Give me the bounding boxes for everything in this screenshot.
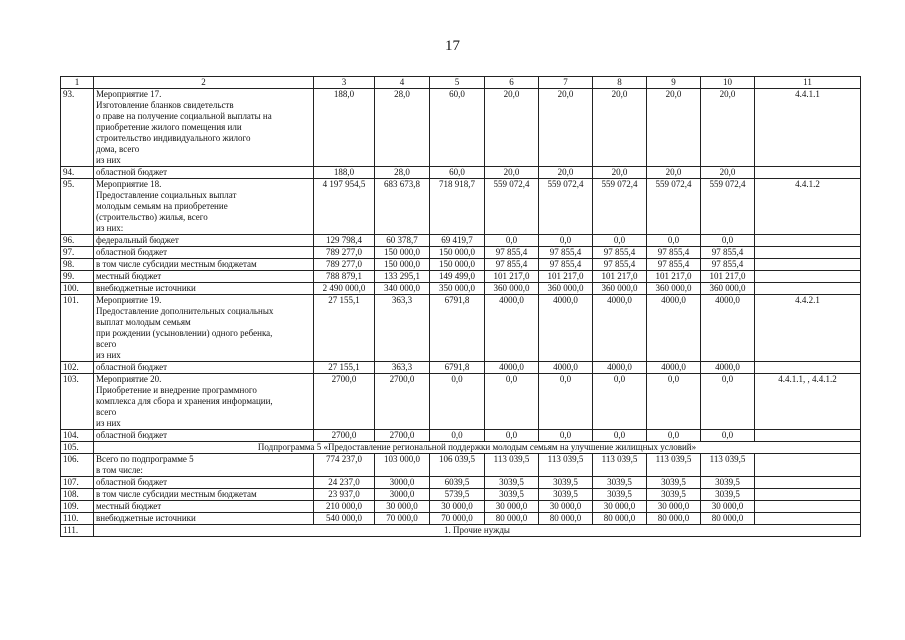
- value-cell: 133 295,1: [375, 271, 430, 283]
- value-cell: 80 000,0: [701, 513, 755, 525]
- header-cell: 7: [539, 77, 593, 89]
- description-line: из них:: [96, 223, 124, 233]
- value-cell: 4000,0: [647, 295, 701, 362]
- table-row: [61, 513, 861, 525]
- value-cell: 4000,0: [647, 362, 701, 374]
- indicator-code: [755, 235, 861, 247]
- row-number: 104.: [61, 430, 94, 442]
- row-number: 98.: [61, 259, 94, 271]
- row-description: [94, 454, 314, 477]
- value-cell: 0,0: [430, 430, 485, 442]
- description-line: выплат молодым семьям: [96, 317, 191, 327]
- value-cell: 103 000,0: [375, 454, 430, 477]
- value-cell: 150 000,0: [430, 259, 485, 271]
- value-cell: 683 673,8: [375, 179, 430, 235]
- value-cell: 30 000,0: [539, 501, 593, 513]
- value-cell: 113 039,5: [593, 454, 647, 477]
- description-line: из них: [96, 418, 121, 428]
- description-line: областной бюджет: [96, 362, 168, 372]
- header-cell: 6: [485, 77, 539, 89]
- description-line: приобретение жилого помещения или: [96, 122, 242, 132]
- table-row: [61, 442, 861, 454]
- value-cell: 2700,0: [314, 374, 375, 430]
- indicator-code: [755, 247, 861, 259]
- description-line: из них: [96, 350, 121, 360]
- value-cell: 559 072,4: [701, 179, 755, 235]
- row-description: [94, 430, 314, 442]
- value-cell: 789 277,0: [314, 259, 375, 271]
- value-cell: 6791,8: [430, 362, 485, 374]
- value-cell: 27 155,1: [314, 362, 375, 374]
- row-description: [94, 235, 314, 247]
- header-cell: 11: [755, 77, 861, 89]
- value-cell: 2 490 000,0: [314, 283, 375, 295]
- table-row: [61, 179, 861, 235]
- value-cell: 774 237,0: [314, 454, 375, 477]
- value-cell: 3039,5: [485, 489, 539, 501]
- value-cell: 0,0: [593, 430, 647, 442]
- value-cell: 4000,0: [539, 362, 593, 374]
- value-cell: 559 072,4: [539, 179, 593, 235]
- value-cell: 113 039,5: [647, 454, 701, 477]
- value-cell: 30 000,0: [485, 501, 539, 513]
- value-cell: 0,0: [593, 235, 647, 247]
- indicator-code: [755, 430, 861, 442]
- value-cell: 2700,0: [375, 374, 430, 430]
- value-cell: 3000,0: [375, 489, 430, 501]
- row-description: [94, 283, 314, 295]
- value-cell: 60 378,7: [375, 235, 430, 247]
- value-cell: 30 000,0: [647, 501, 701, 513]
- value-cell: 0,0: [701, 235, 755, 247]
- value-cell: 129 798,4: [314, 235, 375, 247]
- description-line: Мероприятие 20.: [96, 374, 162, 384]
- value-cell: 60,0: [430, 167, 485, 179]
- value-cell: 210 000,0: [314, 501, 375, 513]
- value-cell: 4000,0: [485, 362, 539, 374]
- value-cell: 4 197 954,5: [314, 179, 375, 235]
- value-cell: 20,0: [701, 89, 755, 167]
- description-line: местный бюджет: [96, 501, 162, 511]
- value-cell: 3039,5: [539, 489, 593, 501]
- value-cell: 80 000,0: [593, 513, 647, 525]
- value-cell: 101 217,0: [539, 271, 593, 283]
- value-cell: 360 000,0: [701, 283, 755, 295]
- value-cell: 350 000,0: [430, 283, 485, 295]
- header-cell: 8: [593, 77, 647, 89]
- value-cell: 20,0: [539, 89, 593, 167]
- description-line: областной бюджет: [96, 247, 168, 257]
- description-line: областной бюджет: [96, 430, 168, 440]
- description-line: местный бюджет: [96, 271, 162, 281]
- description-line: областной бюджет: [96, 167, 168, 177]
- header-cell: 3: [314, 77, 375, 89]
- description-line: в том числе субсидии местным бюджетам: [96, 489, 257, 499]
- value-cell: 97 855,4: [593, 259, 647, 271]
- table-row: [61, 362, 861, 374]
- value-cell: 149 499,0: [430, 271, 485, 283]
- value-cell: 718 918,7: [430, 179, 485, 235]
- description-line: (строительство) жилья, всего: [96, 212, 208, 222]
- indicator-code: [755, 259, 861, 271]
- value-cell: 6791,8: [430, 295, 485, 362]
- value-cell: 101 217,0: [701, 271, 755, 283]
- table-row: [61, 89, 861, 167]
- row-number: 95.: [61, 179, 94, 235]
- value-cell: 69 419,7: [430, 235, 485, 247]
- description-line: федеральный бюджет: [96, 235, 179, 245]
- value-cell: 20,0: [593, 167, 647, 179]
- table-row: [61, 247, 861, 259]
- row-number: 109.: [61, 501, 94, 513]
- row-number: 97.: [61, 247, 94, 259]
- description-line: внебюджетные источники: [96, 283, 196, 293]
- page-number: 17: [445, 38, 460, 54]
- value-cell: 2700,0: [314, 430, 375, 442]
- indicator-code: 4.4.1.1: [755, 89, 861, 167]
- indicator-code: [755, 167, 861, 179]
- row-number: 93.: [61, 89, 94, 167]
- description-line: всего: [96, 407, 117, 417]
- indicator-code: [755, 477, 861, 489]
- value-cell: 188,0: [314, 89, 375, 167]
- indicator-code: [755, 283, 861, 295]
- value-cell: 113 039,5: [539, 454, 593, 477]
- value-cell: 97 855,4: [485, 259, 539, 271]
- value-cell: 70 000,0: [375, 513, 430, 525]
- header-cell: 1: [61, 77, 94, 89]
- row-description: [94, 295, 314, 362]
- value-cell: 97 855,4: [647, 247, 701, 259]
- indicator-code: [755, 501, 861, 513]
- value-cell: 20,0: [593, 89, 647, 167]
- table-row: [61, 283, 861, 295]
- table-row: [61, 271, 861, 283]
- value-cell: 0,0: [485, 235, 539, 247]
- value-cell: 3039,5: [593, 477, 647, 489]
- value-cell: 101 217,0: [593, 271, 647, 283]
- value-cell: 80 000,0: [539, 513, 593, 525]
- value-cell: 360 000,0: [539, 283, 593, 295]
- value-cell: 0,0: [485, 374, 539, 430]
- header-cell: 2: [94, 77, 314, 89]
- value-cell: 3039,5: [593, 489, 647, 501]
- row-description: [94, 179, 314, 235]
- value-cell: 788 879,1: [314, 271, 375, 283]
- value-cell: 0,0: [485, 430, 539, 442]
- table-row: [61, 374, 861, 430]
- value-cell: 97 855,4: [485, 247, 539, 259]
- row-description: [94, 89, 314, 167]
- value-cell: 97 855,4: [593, 247, 647, 259]
- description-line: Мероприятие 18.: [96, 179, 162, 189]
- value-cell: 3039,5: [647, 477, 701, 489]
- description-line: из них: [96, 155, 121, 165]
- indicator-code: 4.4.2.1: [755, 295, 861, 362]
- row-number: 94.: [61, 167, 94, 179]
- value-cell: 3039,5: [647, 489, 701, 501]
- row-number: 105.: [61, 442, 94, 454]
- row-description: [94, 362, 314, 374]
- value-cell: 0,0: [701, 374, 755, 430]
- header-cell: 4: [375, 77, 430, 89]
- table-row: [61, 235, 861, 247]
- indicator-code: [755, 513, 861, 525]
- value-cell: 0,0: [430, 374, 485, 430]
- value-cell: 113 039,5: [701, 454, 755, 477]
- row-number: 110.: [61, 513, 94, 525]
- value-cell: 101 217,0: [647, 271, 701, 283]
- row-number: 108.: [61, 489, 94, 501]
- row-description: [94, 374, 314, 430]
- value-cell: 97 855,4: [647, 259, 701, 271]
- value-cell: 0,0: [539, 430, 593, 442]
- value-cell: 97 855,4: [701, 247, 755, 259]
- value-cell: 789 277,0: [314, 247, 375, 259]
- table-row: [61, 489, 861, 501]
- section-heading: 1. Прочие нужды: [94, 525, 861, 537]
- table-row: [61, 454, 861, 477]
- value-cell: 30 000,0: [593, 501, 647, 513]
- value-cell: 20,0: [539, 167, 593, 179]
- value-cell: 5739,5: [430, 489, 485, 501]
- value-cell: 0,0: [647, 374, 701, 430]
- row-number: 100.: [61, 283, 94, 295]
- table-row: [61, 525, 861, 537]
- row-description: [94, 271, 314, 283]
- value-cell: 0,0: [647, 430, 701, 442]
- row-description: [94, 167, 314, 179]
- value-cell: 20,0: [647, 167, 701, 179]
- description-line: областной бюджет: [96, 477, 168, 487]
- value-cell: 4000,0: [701, 362, 755, 374]
- value-cell: 340 000,0: [375, 283, 430, 295]
- indicator-code: [755, 362, 861, 374]
- table-row: [61, 430, 861, 442]
- indicator-code: 4.4.1.1, , 4.4.1.2: [755, 374, 861, 430]
- value-cell: 80 000,0: [485, 513, 539, 525]
- description-line: при рождении (усыновлении) одного ребенка,: [96, 328, 273, 338]
- value-cell: 30 000,0: [375, 501, 430, 513]
- value-cell: 150 000,0: [375, 247, 430, 259]
- description-line: Мероприятие 17.: [96, 89, 162, 99]
- value-cell: 188,0: [314, 167, 375, 179]
- value-cell: 97 855,4: [539, 247, 593, 259]
- description-line: в том числе субсидии местным бюджетам: [96, 259, 257, 269]
- value-cell: 363,3: [375, 362, 430, 374]
- value-cell: 0,0: [539, 374, 593, 430]
- description-line: молодым семьям на приобретение: [96, 201, 228, 211]
- value-cell: 106 039,5: [430, 454, 485, 477]
- description-line: Приобретение и внедрение программного: [96, 385, 257, 395]
- value-cell: 3000,0: [375, 477, 430, 489]
- budget-table: [60, 76, 861, 537]
- row-number: 111.: [61, 525, 94, 537]
- description-line: Изготовление бланков свидетельств: [96, 100, 234, 110]
- description-line: строительство индивидуального жилого: [96, 133, 251, 143]
- row-description: [94, 489, 314, 501]
- value-cell: 113 039,5: [485, 454, 539, 477]
- value-cell: 559 072,4: [593, 179, 647, 235]
- value-cell: 4000,0: [593, 362, 647, 374]
- row-number: 103.: [61, 374, 94, 430]
- value-cell: 23 937,0: [314, 489, 375, 501]
- value-cell: 20,0: [647, 89, 701, 167]
- value-cell: 30 000,0: [430, 501, 485, 513]
- value-cell: 20,0: [701, 167, 755, 179]
- value-cell: 3039,5: [539, 477, 593, 489]
- value-cell: 559 072,4: [485, 179, 539, 235]
- description-line: внебюджетные источники: [96, 513, 196, 523]
- row-number: 102.: [61, 362, 94, 374]
- value-cell: 24 237,0: [314, 477, 375, 489]
- value-cell: 3039,5: [701, 477, 755, 489]
- value-cell: 27 155,1: [314, 295, 375, 362]
- value-cell: 97 855,4: [701, 259, 755, 271]
- value-cell: 4000,0: [539, 295, 593, 362]
- value-cell: 30 000,0: [701, 501, 755, 513]
- row-number: 101.: [61, 295, 94, 362]
- indicator-code: 4.4.1.2: [755, 179, 861, 235]
- value-cell: 28,0: [375, 167, 430, 179]
- description-line: Всего по подпрограмме 5: [96, 454, 194, 464]
- header-row: [61, 77, 861, 89]
- value-cell: 540 000,0: [314, 513, 375, 525]
- value-cell: 97 855,4: [539, 259, 593, 271]
- value-cell: 363,3: [375, 295, 430, 362]
- row-description: [94, 247, 314, 259]
- value-cell: 60,0: [430, 89, 485, 167]
- value-cell: 150 000,0: [430, 247, 485, 259]
- table-row: [61, 259, 861, 271]
- value-cell: 150 000,0: [375, 259, 430, 271]
- value-cell: 70 000,0: [430, 513, 485, 525]
- value-cell: 3039,5: [701, 489, 755, 501]
- value-cell: 6039,5: [430, 477, 485, 489]
- table-row: [61, 477, 861, 489]
- row-number: 99.: [61, 271, 94, 283]
- value-cell: 360 000,0: [593, 283, 647, 295]
- value-cell: 4000,0: [593, 295, 647, 362]
- value-cell: 4000,0: [701, 295, 755, 362]
- description-line: комплекса для сбора и хранения информации,: [96, 396, 273, 406]
- value-cell: 0,0: [593, 374, 647, 430]
- description-line: Предоставление социальных выплат: [96, 190, 237, 200]
- indicator-code: [755, 454, 861, 477]
- table-row: [61, 295, 861, 362]
- table-row: [61, 167, 861, 179]
- table-body: [61, 89, 861, 537]
- table-row: [61, 501, 861, 513]
- indicator-code: [755, 271, 861, 283]
- row-description: [94, 259, 314, 271]
- value-cell: 0,0: [701, 430, 755, 442]
- row-description: [94, 501, 314, 513]
- description-line: в том числе:: [96, 465, 143, 475]
- description-line: всего: [96, 339, 117, 349]
- value-cell: 28,0: [375, 89, 430, 167]
- section-heading: Подпрограмма 5 «Предоставление региональной поддержки молодым семьям на улучшение жилищных условий»: [94, 442, 861, 454]
- header-cell: 5: [430, 77, 485, 89]
- value-cell: 360 000,0: [647, 283, 701, 295]
- row-number: 96.: [61, 235, 94, 247]
- indicator-code: [755, 489, 861, 501]
- value-cell: 101 217,0: [485, 271, 539, 283]
- row-description: [94, 513, 314, 525]
- description-line: дома, всего: [96, 144, 140, 154]
- value-cell: 80 000,0: [647, 513, 701, 525]
- value-cell: 360 000,0: [485, 283, 539, 295]
- header-cell: 10: [701, 77, 755, 89]
- description-line: Мероприятие 19.: [96, 295, 162, 305]
- row-number: 107.: [61, 477, 94, 489]
- description-line: о праве на получение социальной выплаты на: [96, 111, 272, 121]
- description-line: Предоставление дополнительных социальных: [96, 306, 274, 316]
- value-cell: 0,0: [539, 235, 593, 247]
- value-cell: 2700,0: [375, 430, 430, 442]
- value-cell: 0,0: [647, 235, 701, 247]
- value-cell: 559 072,4: [647, 179, 701, 235]
- row-description: [94, 477, 314, 489]
- row-number: 106.: [61, 454, 94, 477]
- value-cell: 20,0: [485, 89, 539, 167]
- value-cell: 4000,0: [485, 295, 539, 362]
- header-cell: 9: [647, 77, 701, 89]
- value-cell: 3039,5: [485, 477, 539, 489]
- value-cell: 20,0: [485, 167, 539, 179]
